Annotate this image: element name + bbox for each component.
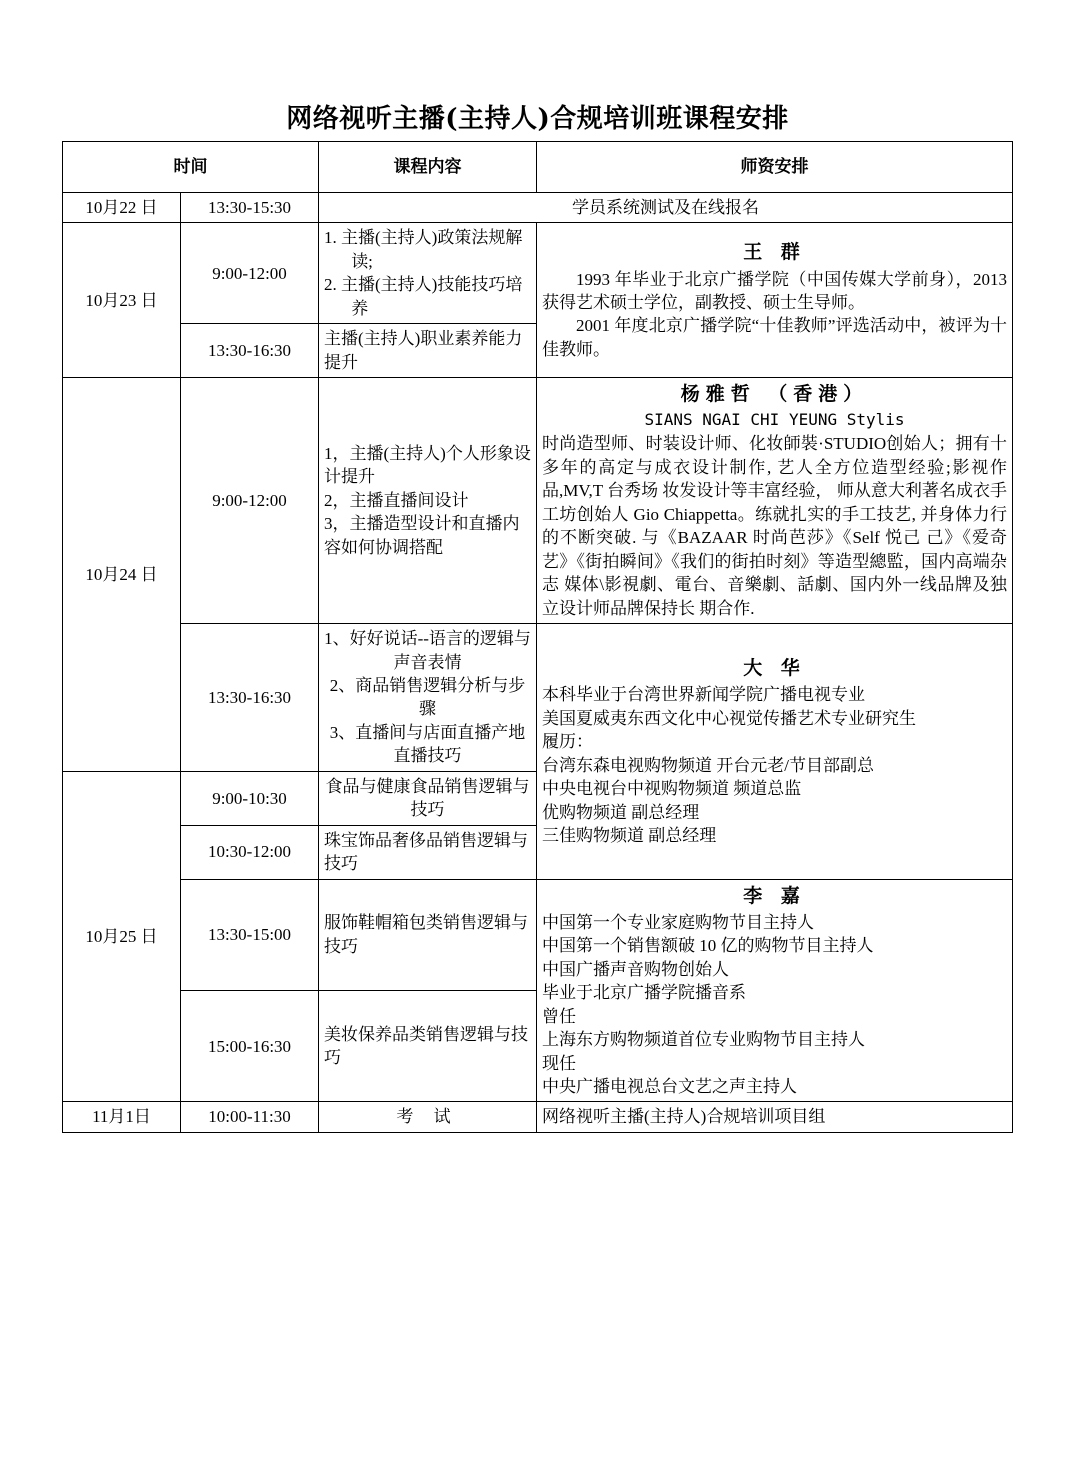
row-content: 主播(主持人)职业素养能力提升 [319, 324, 537, 378]
row-content: 考 试 [319, 1102, 537, 1132]
row-time: 13:30-15:30 [181, 193, 319, 223]
faculty-bio-paragraph: 2001 年度北京广播学院“十佳教师”评选活动中，被评为十佳教师。 [542, 316, 1007, 359]
table-row [63, 624, 1013, 772]
row-time: 9:00-10:30 [181, 771, 319, 825]
row-content: 美妆保养品类销售逻辑与技巧 [319, 991, 537, 1102]
faculty-bio-line: 优购物频道 副总经理 [542, 802, 700, 822]
row-faculty [537, 378, 1013, 624]
row-date: 10月25 日 [63, 771, 181, 1102]
table-header-row [63, 142, 1013, 193]
row-time: 10:30-12:00 [181, 825, 319, 879]
faculty-bio-line: 中央电视台中视购物频道 频道总监 [542, 779, 802, 799]
row-content: 服饰鞋帽箱包类销售逻辑与技巧 [319, 879, 537, 990]
content-list [324, 226, 531, 320]
content-list [324, 442, 531, 559]
faculty-bio-paragraph: 1993 年毕业于北京广播学院（中国传媒大学前身），2013 获得艺术硕士学位，副教授、硕士生导师。 [542, 269, 1007, 312]
faculty-bio-line: 曾任 [542, 1006, 576, 1026]
faculty-name: 杨雅哲 （香港） [680, 383, 869, 406]
faculty-bio-line: 台湾东森电视购物频道 开台元老/节目部副总 [542, 755, 874, 775]
faculty-bio-line: 毕业于北京广播学院播音系 [542, 983, 746, 1003]
faculty-name-romanized: SIANS NGAI CHI YEUNG Stylis [644, 410, 905, 430]
list-item: 2，主播直播间设计 [324, 490, 469, 510]
faculty-bio-line: 美国夏威夷东西文化中心视觉传播艺术专业研究生 [542, 708, 916, 728]
row-time: 13:30-16:30 [181, 324, 319, 378]
table-row [63, 378, 1013, 624]
list-item: 1，主播(主持人)个人形象设计提升 [324, 444, 531, 487]
faculty-bio-line: 上海东方购物频道首位专业购物节目主持人 [542, 1030, 865, 1050]
table-row [63, 193, 1013, 223]
faculty-bio-paragraph: 时尚造型师、时装设计师、化妆師裝·STUDIO创始人；拥有十多年的高定与成衣设计制作, 艺人全方位造型经验;影视作品,MV,T 台秀场 妆发设计等丰富经验， 师从意大利著名成衣手工坊创始人 Gio Chiappetta。练就扎实的手工技艺, 并身体力行的不断突破. 与《BAZAAR 时尚芭莎》《Self 悦己 己》《爱奇艺》《街拍瞬间》《我们的街拍时刻》等造型總監，国内高端杂志 媒体\影視劇、電台、音樂劇、話劇、国内外一线品牌及独立设计师品牌保持长 期合作. [542, 434, 1007, 618]
faculty-bio-line: 三佳购物频道 副总经理 [542, 826, 717, 846]
list-item: 3、直播间与店面直播产地直播技巧 [329, 722, 526, 766]
list-item: 1、好好说话--语言的逻辑与声音表情 [324, 629, 531, 672]
table-row [63, 879, 1013, 990]
faculty-bio-line: 现任 [542, 1053, 576, 1073]
row-content: 食品与健康食品销售逻辑与技巧 [319, 771, 537, 825]
list-item: 3，主播造型设计和直播内容如何协调搭配 [324, 514, 520, 557]
faculty-name: 王 群 [743, 241, 806, 264]
faculty-bio-line: 本科毕业于台湾世界新闻学院广播电视专业 [542, 685, 865, 705]
row-faculty [537, 879, 1013, 1102]
row-content: 珠宝饰品奢侈品销售逻辑与技巧 [319, 825, 537, 879]
faculty-bio-line: 中国第一个销售额破 10 亿的购物节目主持人 [542, 936, 874, 956]
list-item: 2、商品销售逻辑分析与步骤 [329, 676, 526, 719]
table-row [63, 1102, 1013, 1132]
faculty-bio-line: 中国第一个专业家庭购物节目主持人 [542, 912, 814, 932]
content-list [324, 627, 531, 768]
list-item: 2. 主播(主持人)技能技巧培养 [324, 275, 523, 318]
row-merged-note: 学员系统测试及在线报名 [319, 193, 1013, 223]
course-schedule-table [62, 141, 1013, 1133]
row-time: 9:00-12:00 [181, 223, 319, 324]
table-row [63, 223, 1013, 324]
row-time: 15:00-16:30 [181, 991, 319, 1102]
page-title: 网络视听主播(主持人)合规培训班课程安排 [286, 104, 789, 134]
header-faculty: 师资安排 [537, 142, 1013, 193]
row-content [319, 624, 537, 772]
row-content [319, 378, 537, 624]
row-date: 11月1日 [63, 1102, 181, 1132]
faculty-bio-line: 履历： [542, 732, 593, 752]
row-time: 9:00-12:00 [181, 378, 319, 624]
row-date: 10月24 日 [63, 378, 181, 772]
faculty-bio-line: 中国广播声音购物创始人 [542, 959, 729, 979]
row-time: 13:30-16:30 [181, 624, 319, 772]
row-faculty: 网络视听主播(主持人)合规培训项目组 [537, 1102, 1013, 1132]
row-faculty [537, 624, 1013, 880]
header-time: 时间 [63, 142, 319, 193]
faculty-bio-line: 中央广播电视总台文艺之声主持人 [542, 1077, 797, 1097]
faculty-name: 李 嘉 [743, 884, 806, 907]
row-date: 10月23 日 [63, 223, 181, 378]
faculty-name: 大 华 [743, 657, 806, 680]
row-faculty [537, 223, 1013, 378]
row-content [319, 223, 537, 324]
row-time: 13:30-15:00 [181, 879, 319, 990]
row-time: 10:00-11:30 [181, 1102, 319, 1132]
header-content: 课程内容 [319, 142, 537, 193]
list-item: 1. 主播(主持人)政策法规解读; [324, 228, 523, 271]
row-date: 10月22 日 [63, 193, 181, 223]
